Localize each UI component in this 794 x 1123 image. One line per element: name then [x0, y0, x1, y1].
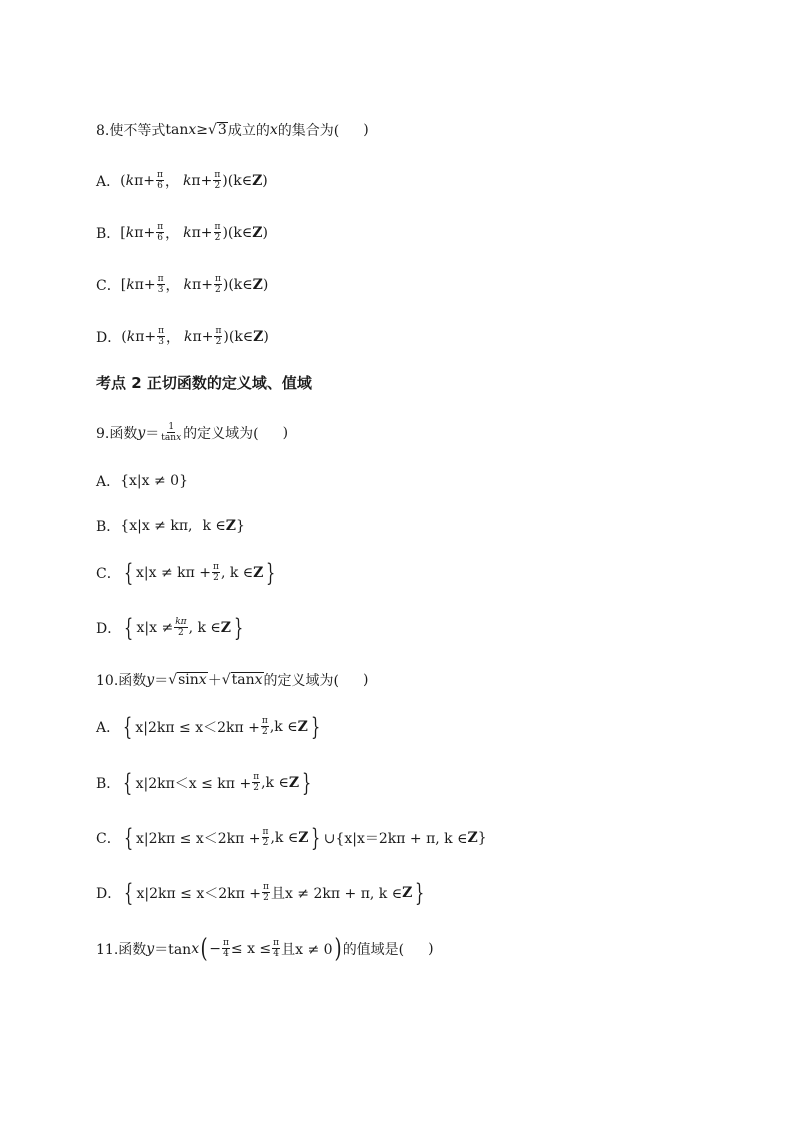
q10-sqrt-sin: √ sinx	[168, 672, 207, 688]
q8-lead: 8.使不等式	[96, 123, 166, 139]
q9-option-d[interactable]: D． { x|x ≠ $\frac{k\pi}{2}$ , k ∈ Z }	[96, 613, 244, 642]
q9-option-a[interactable]	[96, 471, 188, 491]
q9-close: )	[282, 424, 289, 441]
q9-lead: 9.函数	[96, 425, 138, 442]
q9-eq: ＝	[145, 425, 160, 442]
q8-tan: tan	[165, 122, 189, 138]
option-label: D．	[96, 885, 122, 902]
q8-sqrt3: √ 3	[208, 122, 227, 138]
option-label: A．	[96, 719, 121, 736]
option-label: B．	[96, 775, 121, 792]
q10-stem: 10.函数 y ＝ √ sinx ＋ √ tanx 的定义域为( )	[96, 672, 369, 689]
option-label: D．	[96, 620, 122, 637]
q8-option-b[interactable]: B． [ k π + $\frac{\pi}{6}$ ， k π + $\frac{\pi}{2}$ ) (k∈ Z )	[96, 222, 268, 243]
option-label: C．	[96, 830, 121, 847]
option-label: B．	[96, 225, 121, 242]
q9-option-b[interactable]: B． {x|x ≠ kπ, k ∈ Z }	[96, 518, 245, 535]
q10-sqrt-tan: √ tanx	[221, 672, 263, 688]
q11-stem: 11.函数 y ＝tan x ( − $\frac{\pi}{4}$ ≤ x ≤ $\frac{\pi}{4}$ 且x ≠ 0 ) 的值域是( )	[96, 933, 434, 964]
option-label: D．	[96, 329, 122, 346]
q10-option-d[interactable]: D． { x|2kπ ≤ x＜2kπ + $\frac{\pi}{2}$ 且x ≠ 2kπ + π, k ∈ Z }	[96, 878, 425, 907]
q10-option-c[interactable]: C． { x|2kπ ≤ x＜2kπ + $\frac{\pi}{2}$ ,k ∈ Z } ∪{x|x＝2kπ + π, k ∈ Z }	[96, 823, 487, 852]
q9-stem	[96, 422, 288, 443]
q9-option-c[interactable]: C． { x|x ≠ kπ + $\frac{\pi}{2}$ , k ∈ Z }	[96, 558, 276, 587]
q8-ge: ≥	[196, 122, 208, 138]
q9-fraction: $\frac{1}{\tan x}$	[161, 422, 182, 443]
q10-option-a[interactable]: A． { x|2kπ ≤ x＜2kπ + $\frac{\pi}{2}$ ,k ∈ Z }	[96, 712, 321, 741]
option-text: {x|x ≠ kπ,	[120, 518, 193, 534]
q10-option-b[interactable]: B． { x|2kπ＜x ≤ kπ + $\frac{\pi}{2}$ ,k ∈ Z }	[96, 768, 312, 797]
option-label: A．	[96, 173, 121, 190]
option-label: C．	[96, 277, 121, 294]
q8-stem	[96, 120, 369, 140]
section-heading: 考点 2 正切函数的定义域、值域	[96, 374, 312, 392]
option-text: {x|x ≠ 0}	[120, 473, 188, 489]
q8-tail: 的集合为(	[277, 123, 340, 139]
q8-mid: 成立的	[227, 123, 270, 139]
q9-y: y	[137, 424, 146, 441]
q8-option-c[interactable]: C． [ k π + $\frac{\pi}{3}$ ， k π + $\frac{\pi}{2}$ ) (k∈ Z )	[96, 274, 269, 295]
q9-tail: 的定义域为(	[183, 425, 259, 442]
q8-close: )	[363, 122, 369, 138]
q10-lead: 10.函数	[96, 673, 147, 689]
option-label: B．	[96, 519, 121, 535]
q8-x: x	[188, 122, 197, 138]
q8-option-a[interactable]: A． ( k π + $\frac{\pi}{6}$ ， k π + $\frac{\pi}{2}$ ) (k∈ Z )	[96, 170, 268, 191]
option-label: A．	[96, 474, 121, 490]
option-label: C．	[96, 565, 121, 582]
q8-option-d[interactable]: D． ( k π + $\frac{\pi}{3}$ ， k π + $\frac{\pi}{2}$ ) (k∈ Z )	[96, 326, 269, 347]
q8-x2: x	[269, 122, 278, 138]
